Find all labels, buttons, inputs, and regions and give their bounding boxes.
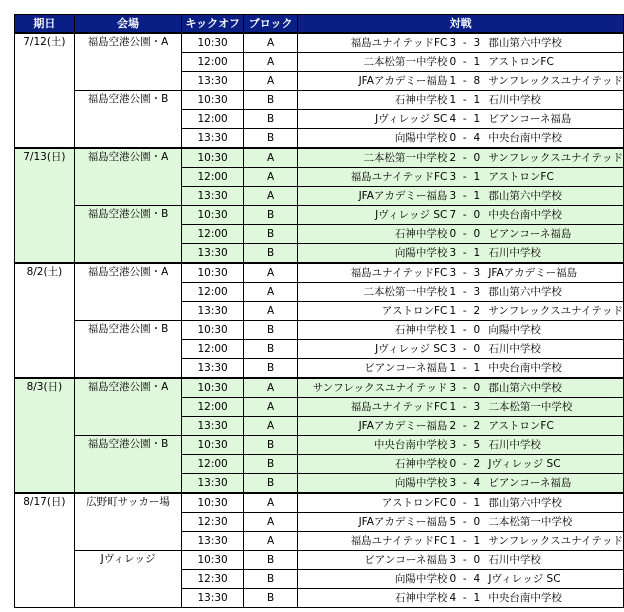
away-score: 1 bbox=[473, 112, 481, 125]
kickoff-time: 12:00 bbox=[182, 398, 244, 417]
score-separator: - bbox=[462, 323, 467, 336]
home-team: 中央台南中学校 bbox=[373, 438, 448, 451]
venue-name: 福島空港公園・B bbox=[74, 91, 181, 149]
home-team: Jヴィレッジ SC bbox=[375, 342, 448, 355]
away-team: Jヴィレッジ SC bbox=[488, 572, 561, 585]
block-label: B bbox=[243, 570, 297, 589]
block-label: A bbox=[243, 532, 297, 551]
match-cell bbox=[298, 91, 624, 110]
block-label: A bbox=[243, 378, 297, 398]
home-score: 0 bbox=[449, 496, 457, 509]
match-cell bbox=[298, 551, 624, 570]
away-score: 3 bbox=[473, 36, 481, 49]
venue-name: 福島空港公園・B bbox=[74, 436, 181, 494]
home-score: 3 bbox=[449, 476, 457, 489]
match-row bbox=[15, 493, 624, 513]
kickoff-time: 12:00 bbox=[182, 283, 244, 302]
score-separator: - bbox=[462, 572, 467, 585]
score-separator: - bbox=[462, 208, 467, 221]
kickoff-time: 13:30 bbox=[182, 72, 244, 91]
kickoff-time: 12:00 bbox=[182, 455, 244, 474]
match-cell bbox=[298, 532, 624, 551]
kickoff-time: 13:30 bbox=[182, 417, 244, 436]
home-score: 1 bbox=[449, 93, 457, 106]
block-label: B bbox=[243, 91, 297, 110]
home-team: アストロンFC bbox=[381, 496, 448, 509]
match-row bbox=[15, 33, 624, 53]
match-row bbox=[15, 551, 624, 570]
home-team: 向陽中学校 bbox=[394, 246, 448, 259]
away-score: 1 bbox=[473, 534, 481, 547]
block-label: B bbox=[243, 110, 297, 129]
match-row bbox=[15, 436, 624, 455]
match-cell bbox=[298, 206, 624, 225]
score-separator: - bbox=[462, 591, 467, 604]
match-cell bbox=[298, 378, 624, 398]
away-team: 郡山第六中学校 bbox=[488, 36, 562, 49]
score-separator: - bbox=[462, 438, 467, 451]
match-cell bbox=[298, 493, 624, 513]
home-team: 二本松第一中学校 bbox=[363, 55, 448, 68]
kickoff-time: 10:30 bbox=[182, 436, 244, 455]
match-cell bbox=[298, 359, 624, 379]
away-score: 2 bbox=[473, 457, 481, 470]
home-team: 二本松第一中学校 bbox=[363, 151, 448, 164]
match-cell bbox=[298, 72, 624, 91]
venue-name: 福島空港公園・A bbox=[74, 263, 181, 321]
kickoff-time: 10:30 bbox=[182, 263, 244, 283]
score-separator: - bbox=[462, 285, 467, 298]
match-cell bbox=[298, 398, 624, 417]
score-separator: - bbox=[462, 74, 467, 87]
match-cell bbox=[298, 474, 624, 494]
block-label: A bbox=[243, 263, 297, 283]
away-score: 0 bbox=[473, 323, 481, 336]
away-score: 1 bbox=[473, 591, 481, 604]
kickoff-time: 12:00 bbox=[182, 168, 244, 187]
home-team: 福島ユナイテッドFC bbox=[350, 170, 448, 183]
kickoff-time: 10:30 bbox=[182, 378, 244, 398]
score-separator: - bbox=[462, 93, 467, 106]
block-label: A bbox=[243, 72, 297, 91]
header-venue: 会場 bbox=[74, 15, 181, 34]
home-team: 向陽中学校 bbox=[394, 131, 448, 144]
kickoff-time: 13:30 bbox=[182, 359, 244, 379]
away-team: ビアンコーネ福島 bbox=[488, 112, 572, 125]
away-team: アストロンFC bbox=[488, 55, 554, 68]
home-score: 3 bbox=[449, 553, 457, 566]
score-separator: - bbox=[462, 55, 467, 68]
match-date: 8/17(日) bbox=[15, 493, 75, 608]
score-separator: - bbox=[462, 131, 467, 144]
score-separator: - bbox=[462, 496, 467, 509]
kickoff-time: 12:00 bbox=[182, 225, 244, 244]
header-block: ブロック bbox=[243, 15, 297, 34]
away-team: 石川中学校 bbox=[488, 246, 541, 259]
away-score: 0 bbox=[473, 342, 481, 355]
score-separator: - bbox=[462, 400, 467, 413]
kickoff-time: 12:00 bbox=[182, 53, 244, 72]
score-separator: - bbox=[462, 36, 467, 49]
away-team: 郡山第六中学校 bbox=[488, 189, 562, 202]
match-cell bbox=[298, 513, 624, 532]
block-label: A bbox=[243, 513, 297, 532]
away-score: 1 bbox=[473, 170, 481, 183]
home-score: 0 bbox=[449, 55, 457, 68]
away-score: 0 bbox=[473, 553, 481, 566]
kickoff-time: 10:30 bbox=[182, 148, 244, 168]
match-date: 7/12(土) bbox=[15, 33, 75, 148]
away-team: 郡山第六中学校 bbox=[488, 496, 562, 509]
block-label: B bbox=[243, 455, 297, 474]
score-separator: - bbox=[462, 266, 467, 279]
block-label: A bbox=[243, 283, 297, 302]
away-score: 0 bbox=[473, 208, 481, 221]
match-row bbox=[15, 378, 624, 398]
block-label: A bbox=[243, 148, 297, 168]
match-cell bbox=[298, 187, 624, 206]
match-cell bbox=[298, 302, 624, 321]
match-cell bbox=[298, 455, 624, 474]
score-separator: - bbox=[462, 342, 467, 355]
match-cell bbox=[298, 148, 624, 168]
home-score: 1 bbox=[449, 74, 457, 87]
home-score: 3 bbox=[449, 438, 457, 451]
home-team: 石神中学校 bbox=[394, 591, 448, 604]
away-score: 3 bbox=[473, 285, 481, 298]
block-label: B bbox=[243, 551, 297, 570]
away-team: JFAアカデミー福島 bbox=[488, 266, 578, 279]
away-team: ビアンコーネ福島 bbox=[488, 227, 572, 240]
kickoff-time: 10:30 bbox=[182, 206, 244, 225]
home-team: 福島ユナイテッドFC bbox=[350, 534, 448, 547]
venue-name: 福島空港公園・B bbox=[74, 206, 181, 264]
match-cell bbox=[298, 168, 624, 187]
away-team: 中央台南中学校 bbox=[488, 208, 562, 221]
away-score: 1 bbox=[473, 496, 481, 509]
venue-name: Jヴィレッジ bbox=[74, 551, 181, 608]
score-separator: - bbox=[462, 151, 467, 164]
home-team: ビアンコーネ福島 bbox=[364, 553, 448, 566]
home-score: 3 bbox=[449, 36, 457, 49]
home-score: 3 bbox=[449, 246, 457, 259]
away-team: 郡山第六中学校 bbox=[488, 381, 562, 394]
away-score: 1 bbox=[473, 361, 481, 374]
block-label: B bbox=[243, 436, 297, 455]
away-score: 1 bbox=[473, 189, 481, 202]
home-score: 1 bbox=[449, 361, 457, 374]
home-team: サンフレックスユナイテッド bbox=[312, 381, 448, 394]
home-score: 1 bbox=[449, 285, 457, 298]
kickoff-time: 12:30 bbox=[182, 570, 244, 589]
schedule-body bbox=[15, 33, 624, 608]
away-team: 石川中学校 bbox=[488, 438, 541, 451]
kickoff-time: 10:30 bbox=[182, 493, 244, 513]
home-score: 3 bbox=[449, 381, 457, 394]
match-cell bbox=[298, 110, 624, 129]
block-label: B bbox=[243, 225, 297, 244]
away-team: 郡山第六中学校 bbox=[488, 285, 562, 298]
home-score: 2 bbox=[449, 419, 457, 432]
kickoff-time: 10:30 bbox=[182, 551, 244, 570]
away-score: 4 bbox=[473, 476, 481, 489]
home-score: 5 bbox=[449, 515, 457, 528]
match-row bbox=[15, 206, 624, 225]
kickoff-time: 13:30 bbox=[182, 589, 244, 608]
away-team: 石川中学校 bbox=[488, 553, 541, 566]
block-label: B bbox=[243, 206, 297, 225]
home-team: JFAアカデミー福島 bbox=[358, 74, 448, 87]
home-score: 1 bbox=[449, 400, 457, 413]
away-team: 向陽中学校 bbox=[488, 323, 541, 336]
home-team: 二本松第一中学校 bbox=[363, 285, 448, 298]
venue-name: 福島空港公園・A bbox=[74, 148, 181, 206]
match-cell bbox=[298, 225, 624, 244]
header-kickoff: キックオフ bbox=[182, 15, 244, 34]
block-label: A bbox=[243, 398, 297, 417]
away-score: 0 bbox=[473, 227, 481, 240]
match-row bbox=[15, 321, 624, 340]
match-cell bbox=[298, 263, 624, 283]
score-separator: - bbox=[462, 304, 467, 317]
home-score: 1 bbox=[449, 534, 457, 547]
away-score: 5 bbox=[473, 438, 481, 451]
block-label: A bbox=[243, 168, 297, 187]
match-cell bbox=[298, 283, 624, 302]
kickoff-time: 13:30 bbox=[182, 129, 244, 149]
home-team: 石神中学校 bbox=[394, 457, 448, 470]
away-score: 2 bbox=[473, 419, 481, 432]
home-team: アストロンFC bbox=[381, 304, 448, 317]
home-team: 石神中学校 bbox=[394, 227, 448, 240]
away-score: 2 bbox=[473, 304, 481, 317]
match-cell bbox=[298, 129, 624, 149]
away-team: 石川中学校 bbox=[488, 93, 541, 106]
home-team: Jヴィレッジ SC bbox=[375, 208, 448, 221]
away-team: 中央台南中学校 bbox=[488, 361, 562, 374]
home-team: 福島ユナイテッドFC bbox=[350, 266, 448, 279]
away-score: 1 bbox=[473, 246, 481, 259]
kickoff-time: 13:30 bbox=[182, 474, 244, 494]
score-separator: - bbox=[462, 227, 467, 240]
away-team: アストロンFC bbox=[488, 170, 554, 183]
score-separator: - bbox=[462, 515, 467, 528]
block-label: A bbox=[243, 302, 297, 321]
home-team: ビアンコーネ福島 bbox=[364, 361, 448, 374]
home-team: 石神中学校 bbox=[394, 93, 448, 106]
score-separator: - bbox=[462, 112, 467, 125]
score-separator: - bbox=[462, 553, 467, 566]
home-team: 向陽中学校 bbox=[394, 476, 448, 489]
kickoff-time: 10:30 bbox=[182, 91, 244, 110]
away-score: 0 bbox=[473, 151, 481, 164]
away-score: 1 bbox=[473, 55, 481, 68]
kickoff-time: 12:30 bbox=[182, 513, 244, 532]
venue-name: 福島空港公園・B bbox=[74, 321, 181, 379]
header-match: 対戦 bbox=[298, 15, 624, 34]
home-team: Jヴィレッジ SC bbox=[375, 112, 448, 125]
home-score: 4 bbox=[449, 591, 457, 604]
away-team: サンフレックスユナイテッド bbox=[488, 74, 623, 87]
kickoff-time: 10:30 bbox=[182, 33, 244, 53]
match-cell bbox=[298, 436, 624, 455]
block-label: B bbox=[243, 359, 297, 379]
away-team: 二本松第一中学校 bbox=[488, 400, 573, 413]
home-score: 0 bbox=[449, 131, 457, 144]
home-score: 0 bbox=[449, 227, 457, 240]
match-cell bbox=[298, 321, 624, 340]
away-team: サンフレックスユナイテッド bbox=[488, 304, 623, 317]
away-score: 3 bbox=[473, 266, 481, 279]
away-team: サンフレックスユナイテッド bbox=[488, 151, 623, 164]
header-row bbox=[15, 15, 624, 34]
header-date: 期日 bbox=[15, 15, 75, 34]
home-team: JFAアカデミー福島 bbox=[358, 419, 448, 432]
score-separator: - bbox=[462, 534, 467, 547]
block-label: A bbox=[243, 417, 297, 436]
venue-name: 広野町サッカー場 bbox=[74, 493, 181, 551]
block-label: B bbox=[243, 340, 297, 359]
home-team: 福島ユナイテッドFC bbox=[350, 36, 448, 49]
match-schedule-table bbox=[14, 14, 624, 608]
kickoff-time: 13:30 bbox=[182, 302, 244, 321]
home-score: 3 bbox=[449, 342, 457, 355]
match-cell bbox=[298, 589, 624, 608]
kickoff-time: 13:30 bbox=[182, 532, 244, 551]
block-label: A bbox=[243, 187, 297, 206]
away-team: ビアンコーネ福島 bbox=[488, 476, 572, 489]
home-score: 2 bbox=[449, 151, 457, 164]
block-label: B bbox=[243, 474, 297, 494]
home-score: 7 bbox=[449, 208, 457, 221]
match-cell bbox=[298, 340, 624, 359]
home-score: 0 bbox=[449, 572, 457, 585]
away-team: 中央台南中学校 bbox=[488, 131, 562, 144]
kickoff-time: 13:30 bbox=[182, 244, 244, 264]
home-team: JFAアカデミー福島 bbox=[358, 515, 448, 528]
match-cell bbox=[298, 33, 624, 53]
home-team: 石神中学校 bbox=[394, 323, 448, 336]
kickoff-time: 10:30 bbox=[182, 321, 244, 340]
match-cell bbox=[298, 244, 624, 264]
score-separator: - bbox=[462, 361, 467, 374]
block-label: B bbox=[243, 321, 297, 340]
block-label: A bbox=[243, 53, 297, 72]
match-date: 8/3(日) bbox=[15, 378, 75, 493]
match-cell bbox=[298, 570, 624, 589]
block-label: A bbox=[243, 33, 297, 53]
away-score: 3 bbox=[473, 400, 481, 413]
home-score: 3 bbox=[449, 170, 457, 183]
home-team: JFAアカデミー福島 bbox=[358, 189, 448, 202]
away-team: 石川中学校 bbox=[488, 342, 541, 355]
venue-name: 福島空港公園・A bbox=[74, 378, 181, 436]
match-cell bbox=[298, 417, 624, 436]
block-label: B bbox=[243, 244, 297, 264]
home-score: 3 bbox=[449, 189, 457, 202]
away-score: 4 bbox=[473, 572, 481, 585]
block-label: B bbox=[243, 589, 297, 608]
away-team: Jヴィレッジ SC bbox=[488, 457, 561, 470]
block-label: B bbox=[243, 129, 297, 149]
match-date: 8/2(土) bbox=[15, 263, 75, 378]
block-label: A bbox=[243, 493, 297, 513]
home-score: 4 bbox=[449, 112, 457, 125]
match-row bbox=[15, 148, 624, 168]
score-separator: - bbox=[462, 189, 467, 202]
away-team: アストロンFC bbox=[488, 419, 554, 432]
home-score: 1 bbox=[449, 304, 457, 317]
match-cell bbox=[298, 53, 624, 72]
home-score: 1 bbox=[449, 323, 457, 336]
venue-name: 福島空港公園・A bbox=[74, 33, 181, 91]
away-score: 4 bbox=[473, 131, 481, 144]
score-separator: - bbox=[462, 246, 467, 259]
score-separator: - bbox=[462, 381, 467, 394]
score-separator: - bbox=[462, 170, 467, 183]
away-team: 中央台南中学校 bbox=[488, 591, 562, 604]
score-separator: - bbox=[462, 457, 467, 470]
kickoff-time: 12:00 bbox=[182, 110, 244, 129]
match-row bbox=[15, 91, 624, 110]
match-date: 7/13(日) bbox=[15, 148, 75, 263]
away-score: 0 bbox=[473, 381, 481, 394]
score-separator: - bbox=[462, 476, 467, 489]
away-score: 1 bbox=[473, 93, 481, 106]
home-team: 福島ユナイテッドFC bbox=[350, 400, 448, 413]
home-score: 3 bbox=[449, 266, 457, 279]
match-row bbox=[15, 263, 624, 283]
kickoff-time: 12:00 bbox=[182, 340, 244, 359]
away-team: サンフレックスユナイテッド bbox=[488, 534, 623, 547]
home-score: 0 bbox=[449, 457, 457, 470]
away-score: 0 bbox=[473, 515, 481, 528]
score-separator: - bbox=[462, 419, 467, 432]
away-score: 8 bbox=[473, 74, 481, 87]
home-team: 向陽中学校 bbox=[394, 572, 448, 585]
kickoff-time: 13:30 bbox=[182, 187, 244, 206]
away-team: 二本松第一中学校 bbox=[488, 515, 573, 528]
